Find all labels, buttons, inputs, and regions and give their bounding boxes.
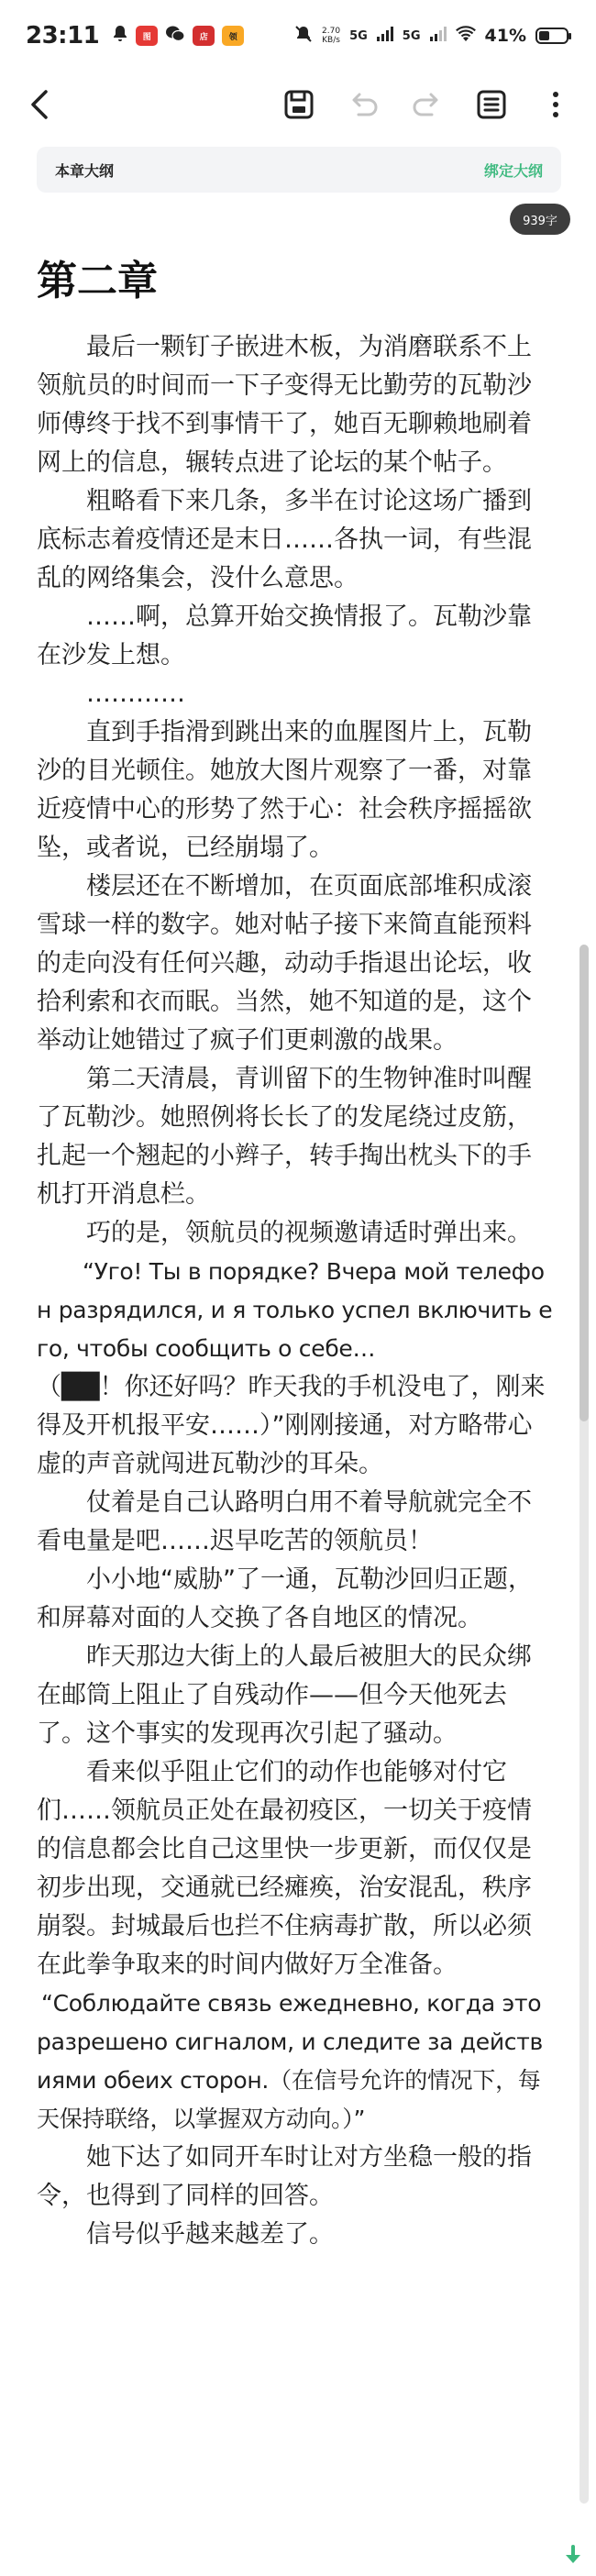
redo-icon: [412, 91, 443, 122]
paragraph[interactable]: 她下达了如同开车时让对方坐稳一般的指令，也得到了同样的回答。: [37, 2143, 532, 2210]
status-bar: [0, 0, 596, 72]
shop-app-icon: 店: [193, 26, 215, 46]
paragraph[interactable]: 楼层还在不断增加，在页面底部堆积成滚雪球一样的数字。她对帖子接下来简直能预料的走向没有任何兴趣，动动手指退出论坛，收拾利索和衣而眠。当然，她不知道的是，这个举动让她错过了疯子们更刺激的战果。: [37, 872, 532, 1055]
paragraph-russian[interactable]: “Уго! Ты в порядке? Вчера мой телефон разрядился, и я только успел включить его, чтобы сообщить о себе…: [37, 1258, 553, 1362]
redo-button[interactable]: [411, 90, 444, 123]
net-speed-unit: KB/s: [322, 36, 340, 45]
paragraph[interactable]: 粗略看下来几条，多半在讨论这场广播到底标志着疫情还是末日……各执一词，有些混乱的网络集会，没什么意思。: [37, 487, 532, 592]
back-button[interactable]: [28, 88, 64, 125]
status-time: 23:11: [26, 22, 100, 50]
paragraph[interactable]: 第二天清晨，青训留下的生物钟准时叫醒了瓦勒沙。她照例将长长了的发尾绕过皮筋，扎起一个翘起的小辫子，转手掏出枕头下的手机打开消息栏。: [37, 1065, 532, 1209]
signal-bars-2-icon: [430, 27, 447, 45]
list-icon: [476, 89, 507, 124]
battery-fill: [539, 31, 549, 40]
paragraph[interactable]: 仗着是自己认路明白用不着导航就完全不看电量是吧……迟早吃苦的领航员！: [37, 1488, 532, 1555]
editor-toolbar: [0, 72, 596, 141]
app-badge-icon: 图: [136, 26, 158, 46]
status-right: [294, 25, 568, 47]
wifi-icon: [456, 26, 476, 46]
save-button[interactable]: [282, 90, 315, 123]
arrow-down-icon: [563, 2545, 583, 2569]
reward-app-icon: 领: [222, 26, 244, 46]
scrollbar-thumb[interactable]: [579, 945, 589, 1421]
word-count-badge: 939字: [510, 204, 570, 235]
paragraph[interactable]: 直到手指滑到跳出来的血腥图片上，瓦勒沙的目光顿住。她放大图片观察了一番，对靠近疫情中心的形势了然于心：社会秩序摇摇欲坠，或者说，已经崩塌了。: [37, 718, 532, 862]
paragraph[interactable]: 昨天那边大街上的人最后被胆大的民众绑在邮筒上阻止了自残动作——但今天他死去了。这个事实的发现再次引起了骚动。: [37, 1642, 532, 1748]
paragraph[interactable]: 最后一颗钉子嵌进木板，为消磨联系不上领航员的时间而一下子变得无比勤劳的瓦勒沙师傅终于找不到事情干了，她百无聊赖地刷着网上的信息，辗转点进了论坛的某个帖子。: [37, 333, 532, 477]
signal-label-2: 5G: [402, 28, 421, 43]
chapter-outline-bar[interactable]: [37, 147, 561, 193]
paragraph[interactable]: 巧的是，领航员的视频邀请适时弹出来。: [86, 1219, 532, 1247]
net-speed-value: 2.70: [322, 27, 341, 36]
chapter-body-editor[interactable]: [37, 328, 556, 2254]
outline-title: 本章大纲: [55, 161, 115, 180]
toolbar-actions: [282, 90, 572, 123]
scroll-to-bottom-button[interactable]: [561, 2545, 585, 2569]
paragraph[interactable]: 小小地“威胁”了一通，瓦勒沙回归正题，和屏幕对面的人交换了各自地区的情况。: [37, 1565, 533, 1632]
more-button[interactable]: [539, 90, 572, 123]
more-vertical-icon: [551, 90, 560, 123]
signal-label-1: 5G: [349, 28, 368, 43]
paragraph[interactable]: 看来似乎阻止它们的动作也能够对付它们……领航员正处在最初疫区，一切关于疫情的信息都会比自己这里快一步更新，而仅仅是初步出现，交通就已经瘫痪，治安混乱，秩序崩裂。封城最后也拦不住病毒扩散，所以必须在此拳争取来的时间内做好万全准备。: [37, 1758, 532, 1979]
paragraph[interactable]: …………: [86, 680, 185, 708]
signal-bars-icon: [377, 27, 393, 45]
status-left: [26, 22, 244, 50]
battery-text: 41%: [484, 26, 526, 46]
mute-icon: [294, 25, 313, 47]
net-speed: [322, 27, 340, 45]
chapter-title[interactable]: 第二章: [37, 258, 158, 304]
outline-button[interactable]: [475, 90, 508, 123]
paragraph[interactable]: （██！你还好吗？昨天我的手机没电了，刚来得及开机报平安……）”刚刚接通，对方略带心虚的声音就闯进瓦勒沙的耳朵。: [37, 1373, 546, 1478]
paragraph[interactable]: ……啊，总算开始交换情报了。瓦勒沙靠在沙发上想。: [37, 603, 532, 669]
paragraph-russian[interactable]: “Соблюдайте связь ежедневно, когда это разрешено сигналом, и следите за действиями обеих сторон.（在信号允许的情况下，每天保持联络，以掌握双方动向。）”: [37, 1990, 543, 2132]
save-icon: [283, 89, 315, 124]
notification-bell-icon: [112, 25, 128, 47]
wechat-icon: [165, 25, 185, 47]
battery-icon: [535, 28, 568, 44]
undo-button[interactable]: [347, 90, 380, 123]
paragraph[interactable]: 信号似乎越来越差了。: [86, 2220, 334, 2249]
chevron-left-icon: [28, 88, 51, 125]
undo-icon: [348, 91, 379, 122]
bind-outline-link[interactable]: 绑定大纲: [483, 161, 543, 180]
